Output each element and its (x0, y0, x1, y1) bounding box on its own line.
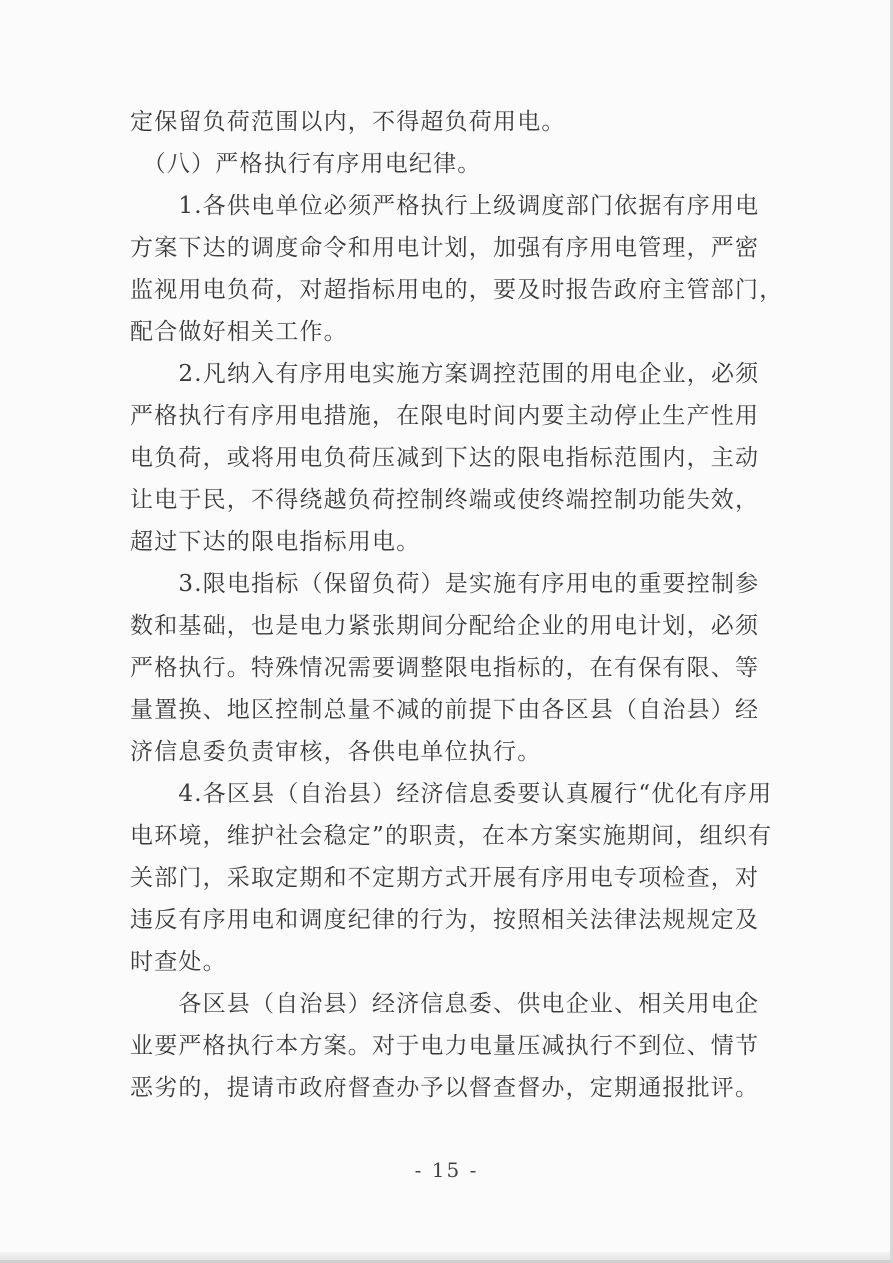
text-line: 4.各区县（自治县）经济信息委要认真履行“优化有序用 (130, 781, 773, 807)
text-line: 济信息委负责审核，各供电单位执行。 (130, 739, 542, 765)
text-line: 数和基础，也是电力紧张期间分配给企业的用电计划，必须 (130, 613, 760, 639)
text-line: 电环境，维护社会稳定”的职责，在本方案实施期间，组织有 (130, 823, 773, 849)
page-number: - 15 - (414, 1158, 479, 1182)
text-line: 各区县（自治县）经济信息委、供电企业、相关用电企 (130, 991, 760, 1017)
text-line: 监视用电负荷，对超指标用电的，要及时报告政府主管部门， (130, 277, 784, 303)
text-line: 超过下达的限电指标用电。 (130, 529, 421, 555)
text-line: 3.限电指标（保留负荷）是实施有序用电的重要控制参 (130, 571, 760, 597)
text-line: 量置换、地区控制总量不减的前提下由各区县（自治县）经 (130, 697, 760, 723)
text-line: 定保留负荷范围以内，不得超负荷用电。 (130, 109, 566, 135)
text-line: 电负荷，或将用电负荷压减到下达的限电指标范围内，主动 (130, 445, 760, 471)
text-line: 让电于民，不得绕越负荷控制终端或使终端控制功能失效， (130, 487, 760, 513)
text-line: 恶劣的，提请市政府督查办予以督查督办，定期通报批评。 (130, 1075, 760, 1101)
text-line: 违反有序用电和调度纪律的行为，按照相关法律法规规定及 (130, 907, 760, 933)
text-line: 关部门，采取定期和不定期方式开展有序用电专项检查，对 (130, 865, 760, 891)
text-line: 业要严格执行本方案。对于电力电量压减执行不到位、情节 (130, 1033, 760, 1059)
text-line: 配合做好相关工作。 (130, 319, 348, 345)
section-heading: （八）严格执行有序用电纪律。 (130, 151, 482, 177)
text-line: 2.凡纳入有序用电实施方案调控范围的用电企业，必须 (130, 361, 760, 387)
text-line: 严格执行。特殊情况需要调整限电指标的，在有保有限、等 (130, 655, 760, 681)
text-line: 1.各供电单位必须严格执行上级调度部门依据有序用电 (130, 193, 760, 219)
text-line: 严格执行有序用电措施，在限电时间内要主动停止生产性用 (130, 403, 760, 429)
document-body (130, 101, 784, 1109)
scan-edge (0, 1252, 893, 1263)
text-line: 方案下达的调度命令和用电计划，加强有序用电管理，严密 (130, 235, 760, 261)
text-line: 时查处。 (130, 949, 227, 975)
